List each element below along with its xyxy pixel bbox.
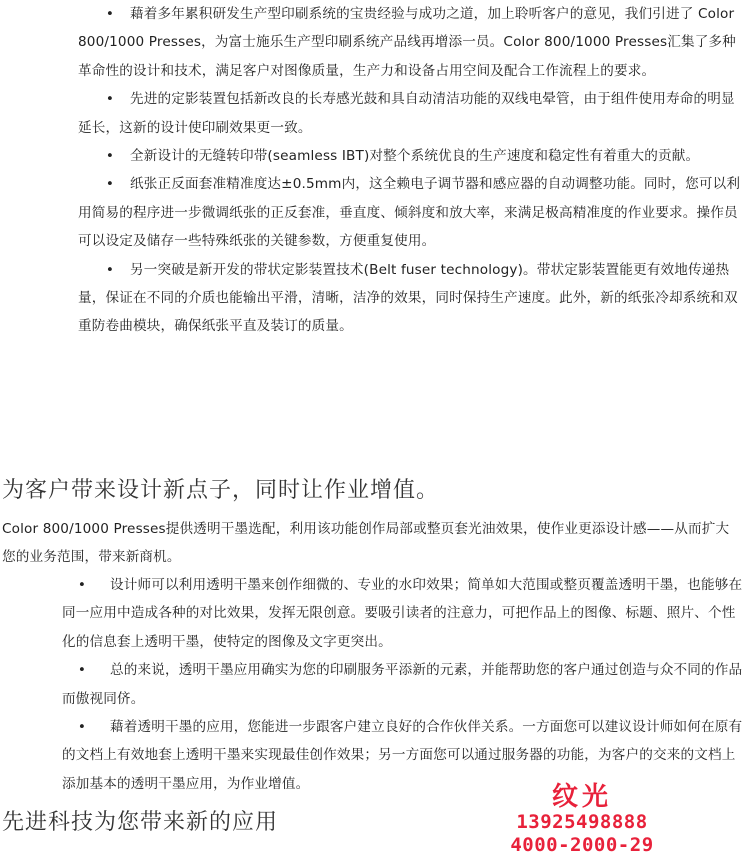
list-item-text: 全新设计的无缝转印带(seamless IBT)对整个系统优良的生产速度和稳定性有着重大的贡献。 <box>130 148 700 165</box>
list-item <box>78 0 743 85</box>
list-item-text: 藉着透明干墨的应用，您能进一步跟客户建立良好的合作伙伴关系。一方面您可以建议设计师如何在原有的文档上有效地套上透明干墨来实现最佳创作效果；另一方面您可以通过服务器的功能，为客户的交来的文档上添加基本的透明干墨应用，为作业增值。 <box>62 719 743 792</box>
bullet-icon: • <box>105 176 115 193</box>
section-heading: 先进科技为您带来新的应用 <box>2 810 279 835</box>
bullet-icon: • <box>105 91 115 108</box>
clear-toner-list <box>62 571 744 798</box>
list-item <box>78 142 743 170</box>
list-item <box>78 170 743 255</box>
section-heading: 为客户带来设计新点子，同时让作业增值。 <box>2 478 440 503</box>
bullet-icon: • <box>77 662 87 679</box>
watermark-phone-mobile: 13925498888 <box>516 811 648 833</box>
list-item <box>62 656 744 713</box>
bullet-icon: • <box>77 577 87 593</box>
watermark-logo: 纹光 <box>551 782 612 812</box>
bullet-icon: • <box>77 719 87 736</box>
bullet-icon: • <box>105 261 115 278</box>
list-item <box>78 85 743 142</box>
list-item <box>62 571 744 656</box>
bullet-icon: • <box>105 6 115 22</box>
list-item-text: 先进的定影装置包括新改良的长寿感光鼓和具自动清洁功能的双线电晕管，由于组件使用寿命的明显延长，这新的设计使印刷效果更一致。 <box>78 91 735 136</box>
section-intro: Color 800/1000 Presses提供透明干墨选配，利用该功能创作局部或整页套光油效果，使作业更添设计感——从而扩大您的业务范围，带来新商机。 <box>2 521 730 566</box>
contact-watermark <box>498 783 666 857</box>
watermark-phone-hotline: 4000-2000-29 <box>510 834 654 856</box>
list-item-text: 纸张正反面套准精准度达±0.5mm内，这全赖电子调节器和感应器的自动调整功能。同时，您可以利用简易的程序进一步微调纸张的正反套准，垂直度、倾斜度和放大率，来满足极高精准度的作业要求。操作员可以设定及储存一些特殊纸张的关键参数，方便重复使用。 <box>78 176 741 250</box>
feature-list <box>78 0 743 341</box>
list-item-text: 设计师可以利用透明干墨来创作细微的、专业的水印效果；简单如大范围或整页覆盖透明干墨，也能够在同一应用中造成各种的对比效果，发挥无限创意。要吸引读者的注意力，可把作品上的图像、标题、照片、个性化的信息套上透明干墨，使特定的图像及文字更突出。 <box>62 577 743 650</box>
list-item-text: 总的来说，透明干墨应用确实为您的印刷服务平添新的元素，并能帮助您的客户通过创造与众不同的作品而傲视同侪。 <box>62 662 743 707</box>
list-item <box>78 256 743 341</box>
list-item-text: 藉着多年累积研发生产型印刷系统的宝贵经验与成功之道，加上聆听客户的意见，我们引进了 Color 800/1000 Presses，为富士施乐生产型印刷系统产品线再增添一员。Color 800/1000 Presses汇集了多种革命性的设计和技术，满足客户对图像质量，生产力和设备占用空间及配合工作流程上的要求。 <box>78 6 736 79</box>
list-item-text: 另一突破是新开发的带状定影装置技术(Belt fuser technology)。带状定影装置能更有效地传递热量，保证在不同的介质也能输出平滑，清晰，洁净的效果，同时保持生产速度。此外，新的纸张冷却系统和双重防卷曲模块，确保纸张平直及装订的质量。 <box>78 261 738 335</box>
bullet-icon: • <box>105 148 115 165</box>
